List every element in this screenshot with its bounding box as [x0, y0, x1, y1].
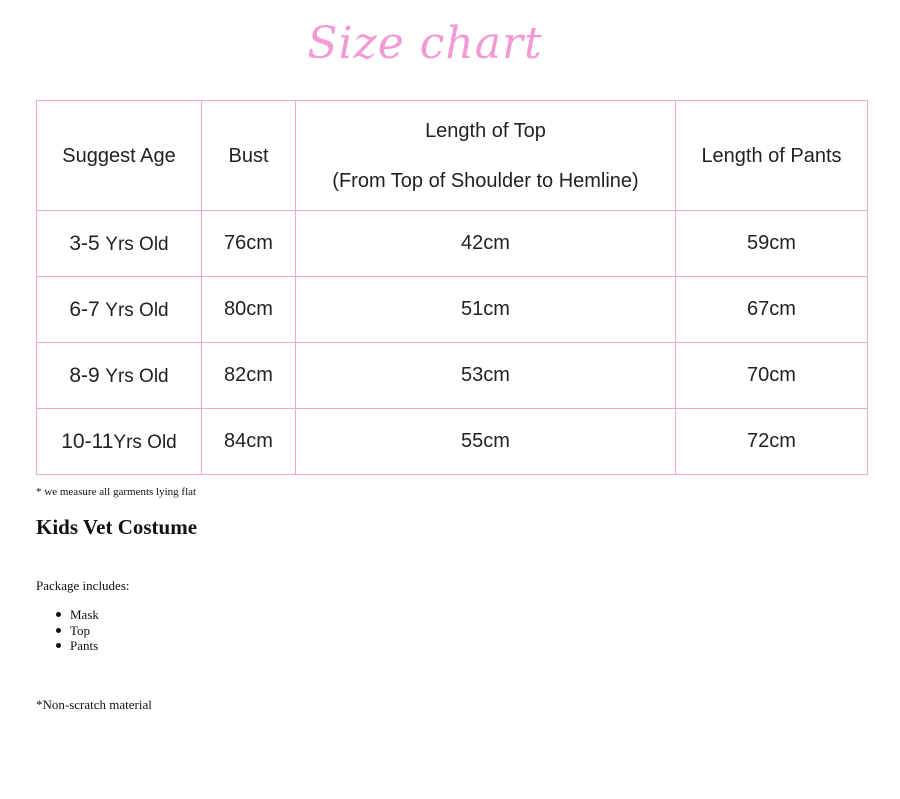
package-label: Package includes: — [36, 578, 130, 593]
cell-pants-length: 70cm — [676, 343, 868, 409]
cell-bust: 80cm — [202, 277, 296, 343]
list-item: Top — [70, 623, 99, 639]
age-range: 10-11 — [61, 429, 114, 453]
measurement-note: * we measure all garments lying flat — [36, 486, 197, 498]
cell-age — [37, 277, 202, 343]
age-range: 8-9 — [69, 363, 100, 387]
size-table — [36, 100, 868, 475]
product-title: Kids Vet Costume — [36, 515, 198, 539]
size-chart-title: Size chart — [307, 18, 543, 69]
header-top-length-label: Length of Top — [425, 119, 546, 142]
cell-pants-length: 72cm — [676, 409, 868, 475]
cell-age — [37, 343, 202, 409]
cell-bust: 82cm — [202, 343, 296, 409]
table-header-row — [37, 101, 868, 211]
cell-bust: 76cm — [202, 211, 296, 277]
table-row — [37, 211, 868, 277]
cell-top-length: 42cm — [296, 211, 676, 277]
age-range: 3-5 — [69, 231, 100, 255]
table-row — [37, 409, 868, 475]
header-pants-length: Length of Pants — [676, 101, 868, 211]
header-top-length-note: (From Top of Shoulder to Hemline) — [332, 169, 639, 192]
cell-bust: 84cm — [202, 409, 296, 475]
cell-pants-length: 59cm — [676, 211, 868, 277]
header-age: Suggest Age — [37, 101, 202, 211]
cell-age — [37, 409, 202, 475]
age-unit: Yrs Old — [113, 431, 177, 453]
cell-age — [37, 211, 202, 277]
cell-pants-length: 67cm — [676, 277, 868, 343]
table-row — [37, 277, 868, 343]
list-item: Mask — [70, 607, 99, 622]
header-bust: Bust — [202, 101, 296, 211]
package-list — [70, 607, 99, 654]
cell-top-length: 51cm — [296, 277, 676, 343]
material-note: *Non-scratch material — [36, 697, 152, 712]
age-range: 6-7 — [69, 297, 100, 321]
list-item: Pants — [70, 638, 99, 653]
table-row — [37, 343, 868, 409]
age-unit: Yrs Old — [105, 299, 169, 321]
age-unit: Yrs Old — [105, 233, 169, 255]
cell-top-length: 55cm — [296, 409, 676, 475]
header-top-length — [296, 101, 676, 211]
cell-top-length: 53cm — [296, 343, 676, 409]
age-unit: Yrs Old — [105, 365, 169, 387]
